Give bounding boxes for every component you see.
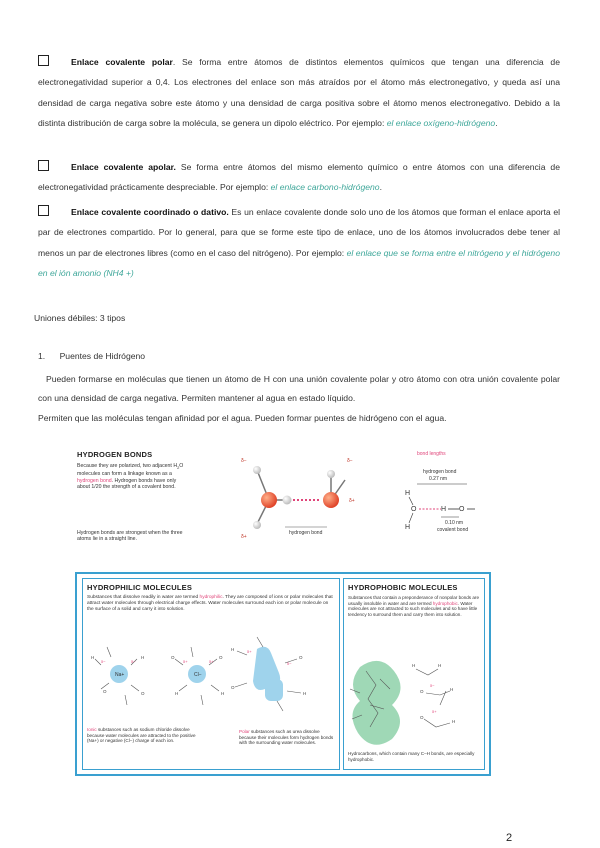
checkbox-icon <box>38 55 49 66</box>
hydrophobic-molecule-diagram <box>346 649 482 749</box>
paragraph-1: Pueden formarse en moléculas que tienen un átomo de H con una unión covalente polar y otro átomo con otra unión covalente polar con una densidad de carga negativa. Permiten mantener al agua en estado líquido. <box>38 374 560 403</box>
svg-text:O: O <box>171 655 175 660</box>
svg-text:H: H <box>450 687 454 692</box>
svg-text:Cl−: Cl− <box>194 672 202 678</box>
hydrogen-bonds-figure <box>77 447 487 567</box>
term: Enlace covalente coordinado o dativo. <box>71 207 229 217</box>
svg-text:Na+: Na+ <box>115 672 125 678</box>
ionic-caption-text: substances such as sodium chloride dissolve because water molecules are attracted to the positive (Na+) or negative (Cl−) charge of each ion. <box>87 727 196 744</box>
svg-text:H: H <box>405 524 411 531</box>
list-item-hydrogen-bonds <box>38 351 145 361</box>
svg-text:H: H <box>141 655 145 660</box>
svg-text:O: O <box>459 506 465 513</box>
hydrophilic-text-highlight: hydrophilic <box>199 595 223 600</box>
hb-text-1: Because they are polarized, two adjacent $H_2O$ molecules can form a linkage known as a hydrogen bond. Hydrogen bonds have only about 1/20 the strength of a covalent bond. <box>77 463 184 491</box>
svg-text:O: O <box>103 689 107 694</box>
bond-lengths-label: bond lengths <box>417 451 446 457</box>
delta-plus-label: δ+ <box>349 498 355 504</box>
term: Enlace covalente apolar. <box>71 162 176 172</box>
page-number: 2 <box>506 832 513 844</box>
ionic-caption <box>87 727 199 744</box>
example: el enlace oxígeno-hidrógeno <box>386 117 496 128</box>
hydrophilic-molecules-diagram <box>87 629 335 719</box>
checkbox-icon <box>38 205 49 216</box>
example: el enlace carbono-hidrógeno <box>270 182 380 193</box>
hydrophobic-caption: Hydrocarbons, which contain many C–H bonds, are especially hydrophobic. <box>348 751 475 762</box>
list-title: Puentes de Hidrógeno <box>59 351 146 361</box>
bullet-covalent-apolar <box>38 157 560 198</box>
svg-text:O: O <box>299 655 303 660</box>
svg-text:δ−: δ− <box>131 659 136 664</box>
weak-bonds-heading: Uniones débiles: 3 tipos <box>34 313 126 323</box>
tail: . <box>379 182 382 193</box>
svg-text:δ+: δ+ <box>183 659 188 664</box>
svg-text:δ−: δ− <box>287 661 292 666</box>
water-molecules-diagram <box>227 452 367 552</box>
svg-text:H: H <box>221 691 225 696</box>
hydrophobic-title: HYDROPHOBIC MOLECULES <box>348 583 458 592</box>
svg-text:δ−: δ− <box>430 683 435 688</box>
hb-title: HYDROGEN BONDS <box>77 450 153 459</box>
example: el enlace que se forma entre el nitrógeno y el hidrógeno en el ión amonio (NH4 +) <box>38 247 560 278</box>
hydrophilic-text <box>87 595 333 612</box>
svg-text:H: H <box>175 691 179 696</box>
svg-text:H: H <box>303 691 307 696</box>
hydrophilic-hydrophobic-figure <box>75 572 491 776</box>
hydrophobic-text-highlight: hydrophobic <box>432 600 458 606</box>
delta-minus-label-2: δ− <box>347 458 353 464</box>
svg-text:δ+: δ+ <box>247 649 252 654</box>
covalent-length: 0.10 nm <box>445 520 464 526</box>
hydrogen-bond-label: hydrogen bond <box>289 530 323 536</box>
polar-caption <box>239 729 335 746</box>
hb-text-b: O molecules can form a linkage known as a <box>77 463 184 478</box>
tail: . <box>495 117 498 128</box>
svg-text:H: H <box>405 490 411 497</box>
svg-text:O: O <box>231 685 235 690</box>
svg-text:H: H <box>441 506 447 513</box>
hb-text-link: hydrogen bond <box>77 477 112 484</box>
covalent-bond-label: covalent bond <box>437 527 469 533</box>
hydrophobic-panel <box>343 578 485 770</box>
svg-text:δ+: δ+ <box>432 709 437 714</box>
hydrophilic-panel <box>82 578 340 770</box>
hydrophilic-text-a: Substances that dissolve readily in water are termed <box>87 595 200 600</box>
svg-text:O: O <box>141 691 145 696</box>
svg-text:O: O <box>219 655 223 660</box>
svg-text:O: O <box>420 689 424 694</box>
checkbox-icon <box>38 160 49 171</box>
svg-text:H: H <box>438 663 442 668</box>
description: Es un enlace covalente donde solo uno de los átomos que forman el enlace aporta el par de electrones compartido. Por lo general, para que se forme este tipo de enlace, uno de los átomos involucrados debe tener al menos un par de electrones libres (como en el caso del nitrógeno). Por ejemplo: <box>38 207 561 258</box>
svg-text:δ−: δ− <box>101 659 106 664</box>
bond-lengths-diagram <box>395 447 490 547</box>
hb-text-c: . Hydrogen bonds have only about 1/20 the strength of a covalent bond. <box>77 477 177 491</box>
delta-plus-label-2: δ+ <box>241 534 247 540</box>
polar-caption-term: Polar <box>239 729 250 734</box>
hydrophilic-title: HYDROPHILIC MOLECULES <box>87 583 193 592</box>
delta-minus-label: δ− <box>241 458 247 464</box>
description: Se forma entre átomos del mismo elemento químico o entre átomos con una diferencia de electronegatividad prácticamente despreciable. Por ejemplo: <box>38 162 560 193</box>
svg-text:H: H <box>452 719 456 724</box>
bullet-covalent-polar <box>38 52 560 133</box>
svg-text:H: H <box>231 647 235 652</box>
svg-text:O: O <box>411 506 417 513</box>
hb-text-2: Hydrogen bonds are strongest when the three atoms lie in a straight line. <box>77 530 183 543</box>
hydrophobic-text-a: Substances that contain a preponderance of nonpolar bonds are usually insoluble in water and are termed <box>348 595 480 606</box>
svg-text:O: O <box>420 715 424 720</box>
hbond-length: 0.27 nm <box>429 476 448 482</box>
hbond-length-title: hydrogen bond <box>423 469 457 475</box>
hydrophobic-text-b: . Water molecules are not attracted to such molecules and so have little tendency to surround them and carry them into solution. <box>348 600 478 617</box>
term: Enlace covalente polar <box>71 57 173 67</box>
hydrophobic-text <box>348 595 480 617</box>
ionic-caption-term: Ionic <box>87 727 97 732</box>
svg-text:δ+: δ+ <box>209 659 214 664</box>
hydrophilic-text-b: . They are composed of ions or polar molecules that attract water molecules through electrical charge effects. Water molecules surround each ion or polar molecule on the surface of a solid and carry it into solution. <box>87 595 333 612</box>
bullet-covalent-dative <box>38 202 560 283</box>
polar-caption-text: substances such as urea dissolve because their molecules form hydrogen bonds with the surrounding water molecules. <box>239 729 334 746</box>
svg-text:H: H <box>91 655 95 660</box>
list-number: 1. <box>38 351 46 361</box>
description: . Se forma entre átomos de distintos elementos químicos que tengan una diferencia de electronegatividad superior a 0,4. Los electrones del enlace son más atraídos por el átomo más electronegativo, y queda así una densidad de carga negativa sobre este átomo y una densidad de carga positiva sobre el átomo menos electronegativo. Debido a la distinta distribución de carga sobre la molécula, se genera un dipolo eléctrico. Por ejemplo: <box>38 57 560 128</box>
paragraph-2: Permiten que las moléculas tengan afinidad por el agua. Pueden formar puentes de hidrógeno con el agua. <box>38 413 447 423</box>
svg-text:H: H <box>412 663 416 668</box>
hb-text-a: Because they are polarized, two adjacent H <box>77 463 178 469</box>
